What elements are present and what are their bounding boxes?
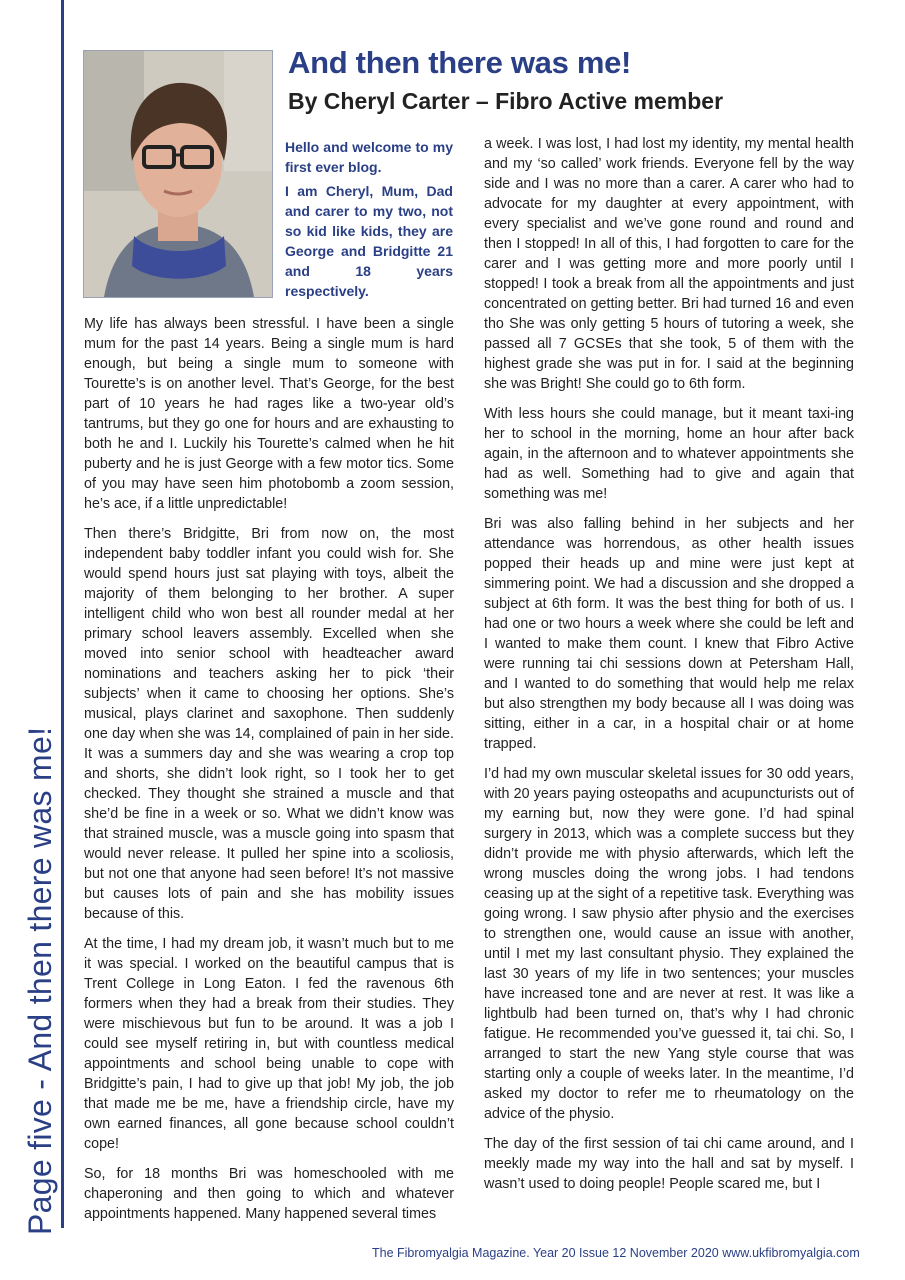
author-portrait-icon <box>84 51 272 297</box>
author-photo <box>83 50 273 298</box>
sidebar-rule <box>61 0 64 1228</box>
intro-paragraph: I am Cheryl, Mum, Dad and carer to my two, not so kid like kids, they are George and Bridgitte 21 and 18 years respectively. <box>285 183 453 299</box>
intro-block <box>285 137 453 305</box>
body-paragraph: At the time, I had my dream job, it wasn’t much but to me it was special. I worked on the beautiful campus that is Trent College in Long Eaton. I fed the ravenous 6th formers when they had a break from their studies. They were mischievous but fun to be around. It was a job I could see myself retiring in, but with countless medical appointments and school being unable to cope with Bridgitte’s pain, I had to give up that job! My job, the job that made me be me, have a friendship circle, have my own earned finances, all gone because school couldn’t cope! <box>84 936 454 1152</box>
sidebar-page-label: Page five - And then there was me! <box>22 726 58 1235</box>
article-byline: By Cheryl Carter – Fibro Active member <box>288 88 724 114</box>
article-title: And then there was me! <box>288 45 632 80</box>
body-paragraph: So, for 18 months Bri was homeschooled with me chaperoning and then going to which and whatever appointments happened. Many happened several times <box>84 1166 454 1222</box>
body-paragraph: With less hours she could manage, but it meant taxi-ing her to school in the morning, home an hour after back again, in the afternoon and to whatever appointments she had as well. Something had to give and again that something was me! <box>484 406 854 502</box>
body-paragraph: Then there’s Bridgitte, Bri from now on, the most independent baby toddler infant you could wish for. She would spend hours just sat playing with toys, albeit the majority of them belonging to her brother. A super intelligent child who won best all rounder medal at her primary school leavers assembly. Excelled when she moved into senior school with headteacher award nominations and teachers asking her to pick ‘their subjects’ when it came to choosing her options. She’s musical, plays clarinet and saxophone. Then suddenly one day when she was 14, complained of pain in her side. It was a summers day and she was wearing a crop top and shorts, she didn’t look right, so I took her to get checked. They thought she strained a muscle and that she’d be fine in a week or so. What we didn’t know was that strained muscle, was a muscle going into spasm that would never release. It pulled her spine into a scoliosis, but not one that anyone had seen before! It’s not massive but causes lots of pain and she has mobility issues because of this. <box>84 526 454 922</box>
body-paragraph: Bri was also falling behind in her subjects and her attendance was horrendous, as other health issues popped their heads up and mine were just kept at simmering point. We had a discussion and she dropped a subject at 6th form. It was the best thing for both of us. I had one or two hours a week where she could be left and I wanted to make them count. I knew that Fibro Active were running tai chi sessions down at Petersham Hall, and I wanted to do something that would help me relax but also strengthen my body because all I was doing was sitting, either in a car, in a hospital chair or at home trapped. <box>484 516 854 752</box>
intro-paragraph: Hello and welcome to my first ever blog. <box>285 139 453 175</box>
body-paragraph: a week. I was lost, I had lost my identity, my mental health and my ‘so called’ work friends. Everyone fell by the way side and I was no more than a carer. A carer who had to advocate for my daughter at every appointment, with every specialist and we’ve gone round and round and then I stopped! In all of this, I had forgotten to care for the carer and I was getting more and more poorly until I stopped! I took a break from all the appointments and just concentrated on getting better. Bri had turned 16 and even tho She was only getting 5 hours of tutoring a week, she passed all 7 GCSEs that she took, 5 of them with the highest grade she was put in for. I said at the beginning she was Bright! She could go to 6th form. <box>484 136 854 392</box>
body-paragraph: My life has always been stressful. I have been a single mum for the past 14 years. Being a single mum is hard enough, but being a single mum to someone with Tourette’s is on another level. That’s George, for the best part of 10 years he had rages like a two-year old’s tantrums, but they go one for hours and are exhausting to both he and I. Luckily his Tourette’s calmed when he hit puberty and he is just George with a few motor tics. Some of you may have seen him photobomb a zoom session, he’s ace, if a little unpredictable! <box>84 316 454 512</box>
right-column <box>484 134 854 1204</box>
left-column <box>84 314 454 1234</box>
page-footer: The Fibromyalgia Magazine. Year 20 Issue 12 November 2020 www.ukfibromyalgia.com <box>372 1246 860 1260</box>
body-paragraph: I’d had my own muscular skeletal issues for 30 odd years, with 20 years paying osteopaths and acupuncturists out of my earning but, now they were gone. I’d had spinal surgery in 2013, which was a complete success but they didn’t provide me with physio afterwards, which left the wrong muscles doing the wrong jobs. I had tendons ceasing up at the sight of a repetitive task. Everything was going wrong. I saw physio after physio and the exercises to strengthen one, would cause an issue with another, until I met my last consultant physio. They explained the last 30 years of my life in two sentences; your muscles have increased tone and are never at rest. It was like a lightbulb had been turned on, that’s why I had chronic fatigue. He recommended you’ve guessed it, tai chi. So, I arranged to start the new Yang style course that was starting only a couple of weeks later. In the meantime, I’d asked my doctor to refer me to rheumatology on the advice of the physio. <box>484 766 854 1122</box>
body-paragraph: The day of the first session of tai chi came around, and I meekly made my way into the hall and sat by myself. I wasn’t used to doing people! People scared me, but I <box>484 1136 854 1192</box>
